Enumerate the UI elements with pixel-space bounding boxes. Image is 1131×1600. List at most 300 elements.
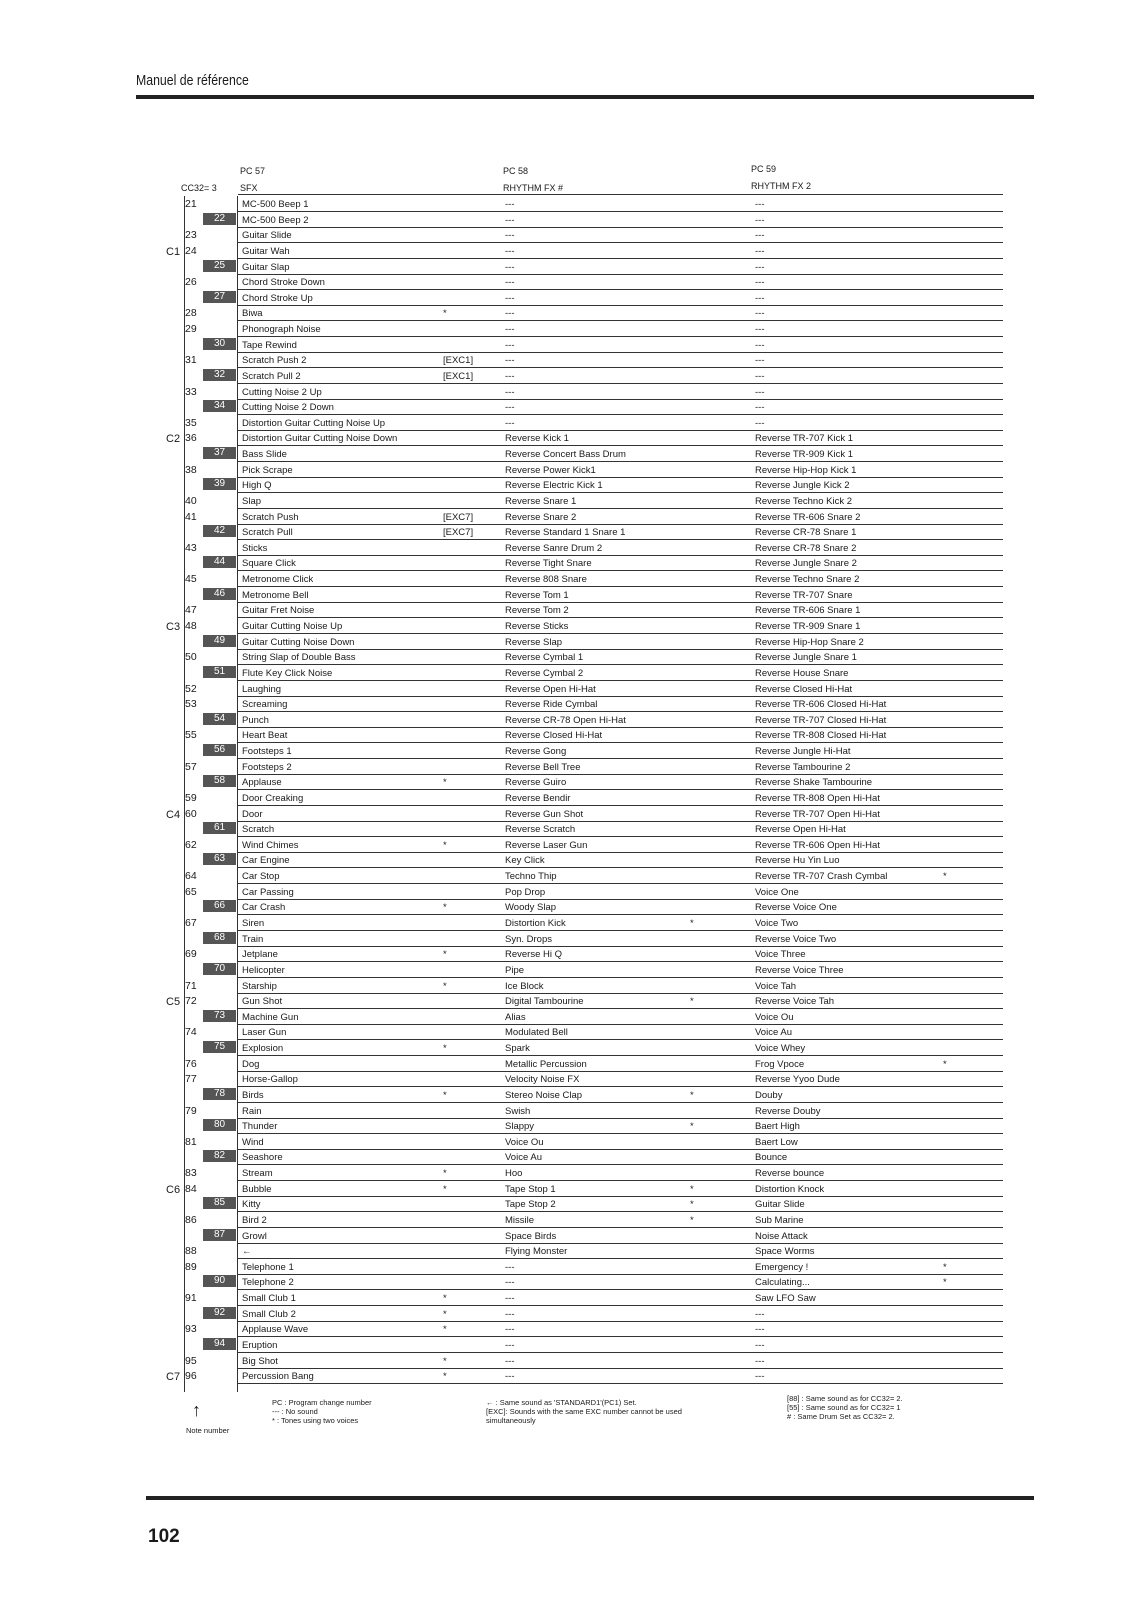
sfx-name: Tape Rewind xyxy=(242,339,297,351)
sfx-name: Siren xyxy=(242,917,265,929)
sfx-mark: * xyxy=(443,1183,447,1195)
rhythm-fx2-name: --- xyxy=(755,277,765,289)
white-key-number: 33 xyxy=(185,385,197,398)
sfx-mark: * xyxy=(443,1371,447,1383)
table-row xyxy=(185,196,1003,212)
white-key-number: 31 xyxy=(185,354,197,367)
white-key-number: 67 xyxy=(185,916,197,929)
sfx-name: Heart Beat xyxy=(242,730,288,742)
note-number: 56 xyxy=(213,744,226,756)
rhythm-fx-name: Techno Thip xyxy=(505,871,557,883)
table-row xyxy=(185,1103,1003,1119)
rhythm-fx2-name: Reverse Open Hi-Hat xyxy=(755,824,846,836)
table-row xyxy=(185,1228,1003,1244)
note-number: 37 xyxy=(213,447,226,459)
rhythm-fx-name: Reverse Standard 1 Snare 1 xyxy=(505,527,626,539)
rhythm-fx2-name: Saw LFO Saw xyxy=(755,1293,816,1305)
rhythm-fx-name: Pop Drop xyxy=(505,886,546,898)
note-number: 78 xyxy=(213,1087,226,1099)
white-key-number: 45 xyxy=(185,573,197,586)
rhythm-fx-name: Reverse Guiro xyxy=(505,777,567,789)
sfx-name: Telephone 1 xyxy=(242,1261,294,1273)
octave-label: C1 xyxy=(166,245,181,258)
sfx-name: Chord Stroke Down xyxy=(242,277,325,289)
sfx-name: Chord Stroke Up xyxy=(242,292,313,304)
rhythm-fx-name: Digital Tambourine xyxy=(505,996,584,1008)
black-key-number xyxy=(203,1010,236,1022)
sfx-name: Guitar Cutting Noise Up xyxy=(242,621,343,632)
rhythm-fx-name: Reverse Tight Snare xyxy=(505,558,592,570)
rhythm-fx2-name: Reverse Closed Hi-Hat xyxy=(755,683,853,695)
note-number: 90 xyxy=(213,1275,226,1287)
legend-55: [55] : Same sound as for CC32= 1 xyxy=(787,1403,901,1412)
sfx-name: Applause Wave xyxy=(242,1324,309,1336)
sfx-name: Scratch Pull xyxy=(242,527,293,539)
sfx-name: ← xyxy=(242,1246,252,1258)
rhythm-fx-name: Reverse Bell Tree xyxy=(505,761,581,773)
rhythm-fx-name: Reverse Kick 1 xyxy=(505,433,569,445)
sfx-name: Laughing xyxy=(242,683,282,695)
table-row xyxy=(185,1087,1003,1103)
rhythm-fx-name: --- xyxy=(505,1308,515,1320)
rhythm-fx2-name: Reverse TR-909 Snare 1 xyxy=(755,621,861,632)
note-number: 30 xyxy=(213,337,226,349)
sfx-name: Scratch Pull 2 xyxy=(242,370,301,382)
rhythm-fx2-name: Baert Low xyxy=(755,1136,798,1148)
table-row xyxy=(185,1290,1003,1306)
rhythm-fx-name: Reverse Hi Q xyxy=(505,949,563,961)
rhythm-fx2-name: --- xyxy=(755,417,765,429)
table-row xyxy=(185,321,1003,337)
rhythm-fx-name: Syn. Drops xyxy=(505,933,552,945)
pc59-name: RHYTHM FX 2 xyxy=(751,181,812,191)
sfx-name: Guitar Fret Noise xyxy=(242,605,315,617)
table-row xyxy=(185,727,1003,743)
white-key-number: 89 xyxy=(185,1260,197,1273)
rhythm-fx-name: --- xyxy=(505,402,515,414)
rhythm-fx2-name: Bounce xyxy=(755,1152,788,1164)
rhythm-fx-name: Reverse Gun Shot xyxy=(505,808,584,820)
note-number: 22 xyxy=(213,212,226,224)
note-number: 66 xyxy=(213,900,226,912)
sfx-name: Door xyxy=(242,808,263,820)
sfx-name: Small Club 1 xyxy=(242,1293,296,1305)
legend-no-sound: --- : No sound xyxy=(272,1407,318,1416)
rhythm-fx2-name: Reverse TR-909 Kick 1 xyxy=(755,449,854,461)
table-row xyxy=(185,509,1003,525)
white-key-number: 81 xyxy=(185,1135,197,1148)
rhythm-fx2-name: Reverse Hip-Hop Snare 2 xyxy=(755,636,864,648)
table-row xyxy=(185,1181,1003,1197)
white-key-number: 35 xyxy=(185,416,197,429)
table-row xyxy=(185,1056,1003,1072)
white-key-number: 26 xyxy=(185,276,197,289)
white-key-number: 62 xyxy=(185,838,197,851)
sfx-mark: * xyxy=(443,1089,447,1101)
table-row xyxy=(185,634,1003,650)
table-row xyxy=(185,712,1003,728)
rhythm-fx-name: Hoo xyxy=(505,1168,523,1180)
white-key-number: 38 xyxy=(185,463,197,476)
sfx-name: Bird 2 xyxy=(242,1214,267,1226)
page-header-title: Manuel de référence xyxy=(136,72,249,89)
rhythm-fx2-name: Reverse Hu Yin Luo xyxy=(755,855,840,867)
table-row xyxy=(185,243,1003,259)
note-number: 39 xyxy=(213,478,226,490)
sfx-name: Percussion Bang xyxy=(242,1371,314,1383)
sfx-name: Car Passing xyxy=(242,886,294,898)
sfx-mark: * xyxy=(443,839,447,851)
sfx-name: Thunder xyxy=(242,1121,278,1133)
rhythm-fx-name: Spark xyxy=(505,1043,530,1055)
rhythm-fx2-name: Reverse Techno Snare 2 xyxy=(755,574,860,586)
legend-pc: PC : Program change number xyxy=(272,1398,372,1407)
white-key-number: 50 xyxy=(185,651,197,664)
rhythm-fx2-name: Reverse CR-78 Snare 1 xyxy=(755,527,857,539)
sfx-mark: * xyxy=(443,1043,447,1055)
black-key-number xyxy=(203,822,236,834)
rhythm-fx-mark: * xyxy=(690,1089,694,1101)
sfx-name: Car Crash xyxy=(242,902,286,914)
white-key-number: 60 xyxy=(185,807,197,820)
rhythm-fx-name: --- xyxy=(505,355,515,367)
note-number: 27 xyxy=(213,290,226,302)
sfx-name: Explosion xyxy=(242,1043,284,1055)
white-key-number: 91 xyxy=(185,1292,197,1305)
table-row xyxy=(185,852,1003,868)
note-number: 46 xyxy=(213,587,226,599)
black-key-number xyxy=(203,556,236,568)
black-key-number xyxy=(203,1307,236,1319)
note-number: 92 xyxy=(213,1306,226,1318)
table-row xyxy=(185,884,1003,900)
table-row xyxy=(185,540,1003,556)
sfx-mark: * xyxy=(443,949,447,961)
table-row xyxy=(185,337,1003,353)
white-key-number: 72 xyxy=(185,995,197,1008)
table-row xyxy=(185,493,1003,509)
rhythm-fx-name: Reverse Open Hi-Hat xyxy=(505,683,596,695)
table-row xyxy=(185,368,1003,384)
rhythm-fx2-name: --- xyxy=(755,1308,765,1320)
rhythm-fx2-name: Reverse Hip-Hop Kick 1 xyxy=(755,464,857,476)
white-key-number: 93 xyxy=(185,1323,197,1336)
sfx-name: Scratch Push 2 xyxy=(242,355,307,367)
table-row xyxy=(185,931,1003,947)
table-row xyxy=(185,1165,1003,1181)
rhythm-fx-name: Woody Slap xyxy=(505,902,557,914)
white-key-number: 48 xyxy=(185,620,197,632)
sfx-mark: * xyxy=(443,980,447,992)
rhythm-fx-name: Reverse Cymbal 1 xyxy=(505,652,584,664)
rhythm-fx2-name: Reverse Voice Tah xyxy=(755,996,835,1008)
rhythm-fx-name: --- xyxy=(505,1355,515,1367)
row-rule xyxy=(238,1383,1003,1384)
sfx-name: Seashore xyxy=(242,1152,283,1164)
rhythm-fx-name: Metallic Percussion xyxy=(505,1058,587,1070)
rhythm-fx-mark: * xyxy=(690,1199,694,1211)
rhythm-fx2-name: Reverse Voice One xyxy=(755,902,837,914)
footer-rule xyxy=(146,1496,1034,1500)
rhythm-fx2-name: Reverse TR-606 Snare 1 xyxy=(755,605,861,617)
white-key-number: 74 xyxy=(185,1026,197,1039)
table-row xyxy=(185,352,1003,368)
pc58-name: RHYTHM FX # xyxy=(503,183,564,193)
white-key-number: 86 xyxy=(185,1213,197,1226)
white-key-number: 59 xyxy=(185,791,197,804)
table-row xyxy=(185,587,1003,603)
table-row xyxy=(185,1009,1003,1025)
sfx-name: Wind Chimes xyxy=(242,839,299,851)
legend-col2 xyxy=(486,1398,682,1425)
rhythm-fx2-name: --- xyxy=(755,1339,765,1351)
rhythm-fx-name: Reverse Gong xyxy=(505,746,567,758)
white-key-number: 88 xyxy=(185,1245,197,1258)
rhythm-fx2-name: Reverse Shake Tambourine xyxy=(755,777,873,789)
rhythm-fx2-name: --- xyxy=(755,1324,765,1336)
sfx-name: MC-500 Beep 2 xyxy=(242,214,309,226)
sfx-name: Applause xyxy=(242,777,282,789)
rhythm-fx-name: --- xyxy=(505,308,515,320)
note-number: 25 xyxy=(213,259,226,271)
sfx-name: Cutting Noise 2 Down xyxy=(242,402,334,414)
black-key-number xyxy=(203,963,236,975)
sfx-name: Door Creaking xyxy=(242,792,304,804)
sfx-mark: * xyxy=(443,1324,447,1336)
sfx-name: Eruption xyxy=(242,1339,278,1351)
sfx-name: Guitar Slap xyxy=(242,261,290,273)
legend-88: [88] : Same sound as for CC32= 2. xyxy=(787,1394,903,1403)
rhythm-fx-name: Distortion Kick xyxy=(505,917,566,929)
rhythm-fx-name: Swish xyxy=(505,1105,531,1117)
white-key-number: 64 xyxy=(185,870,197,883)
rhythm-fx-mark: * xyxy=(690,1183,694,1195)
table-row xyxy=(185,602,1003,618)
sfx-mark: * xyxy=(443,1293,447,1305)
rhythm-fx-name: Voice Ou xyxy=(505,1136,544,1148)
black-key-number xyxy=(203,1275,236,1287)
pc57-name: SFX xyxy=(240,183,258,193)
rhythm-fx-mark: * xyxy=(690,917,694,929)
rhythm-fx2-name: Voice Ou xyxy=(755,1011,794,1023)
table-row xyxy=(185,1040,1003,1056)
rhythm-fx2-mark: * xyxy=(943,1261,947,1273)
rhythm-fx2-name: Reverse TR-606 Open Hi-Hat xyxy=(755,839,880,851)
rhythm-fx2-name: Distortion Knock xyxy=(755,1183,825,1195)
rhythm-fx-name: --- xyxy=(505,230,515,242)
black-key-number xyxy=(203,666,236,678)
rhythm-fx2-name: Reverse House Snare xyxy=(755,667,849,679)
rhythm-fx2-name: --- xyxy=(755,261,765,273)
rhythm-fx-name: Velocity Noise FX xyxy=(505,1074,580,1086)
table-row xyxy=(185,462,1003,478)
rhythm-fx-name: Reverse Concert Bass Drum xyxy=(505,449,626,461)
note-number: 34 xyxy=(213,400,226,412)
table-row xyxy=(185,430,1003,446)
black-key-number xyxy=(203,635,236,647)
note-number: 73 xyxy=(213,1009,226,1021)
black-key-number xyxy=(203,213,236,225)
note-number: 51 xyxy=(213,665,226,677)
rhythm-fx-name: --- xyxy=(505,261,515,273)
sfx-name: Stream xyxy=(242,1168,273,1180)
table-row xyxy=(185,743,1003,759)
white-key-number: 84 xyxy=(185,1182,197,1195)
sfx-name: Wind xyxy=(242,1136,264,1148)
rhythm-fx2-name: Reverse TR-707 Kick 1 xyxy=(755,433,854,445)
rhythm-fx-name: --- xyxy=(505,1371,515,1383)
table-row xyxy=(185,477,1003,493)
sfx-name: Metronome Bell xyxy=(242,589,309,601)
note-number: 44 xyxy=(213,556,226,568)
black-key-number xyxy=(203,400,236,412)
sfx-name: Jetplane xyxy=(242,949,278,961)
table-row xyxy=(185,915,1003,931)
table-row xyxy=(185,665,1003,681)
octave-label: C6 xyxy=(166,1183,181,1196)
rhythm-fx2-name: Reverse Tambourine 2 xyxy=(755,761,851,773)
white-key-number: 36 xyxy=(185,432,197,445)
rhythm-fx-name: Reverse Cymbal 2 xyxy=(505,667,584,679)
sfx-name: Scratch xyxy=(242,824,275,836)
rhythm-fx-name: Reverse Sanre Drum 2 xyxy=(505,542,603,554)
octave-label: C7 xyxy=(166,1371,181,1384)
rhythm-fx-name: --- xyxy=(505,277,515,289)
note-number: 82 xyxy=(213,1150,226,1162)
rhythm-fx-name: Space Birds xyxy=(505,1230,557,1242)
table-row xyxy=(185,993,1003,1009)
rhythm-fx-name: Slappy xyxy=(505,1121,535,1133)
note-number: 32 xyxy=(213,368,226,380)
rhythm-fx-name: --- xyxy=(505,417,515,429)
rhythm-fx2-name: Voice One xyxy=(755,886,799,898)
rhythm-fx-name: Reverse Slap xyxy=(505,636,563,648)
sfx-mark: * xyxy=(443,308,447,320)
note-number: 94 xyxy=(213,1337,226,1349)
table-row xyxy=(185,1274,1003,1290)
white-key-number: 55 xyxy=(185,729,197,742)
octave-label: C4 xyxy=(166,808,181,821)
rhythm-fx2-name: Reverse Jungle Hi-Hat xyxy=(755,746,851,758)
black-key-number xyxy=(203,853,236,865)
table-row xyxy=(185,1321,1003,1337)
table-row xyxy=(185,1368,1003,1384)
rhythm-fx-name: Reverse Closed Hi-Hat xyxy=(505,730,603,742)
rhythm-fx2-name: --- xyxy=(755,386,765,398)
rhythm-fx2-name: Emergency ! xyxy=(755,1261,809,1273)
table-row xyxy=(185,1337,1003,1353)
rhythm-fx2-name: Reverse TR-707 Closed Hi-Hat xyxy=(755,714,887,726)
rhythm-fx2-name: --- xyxy=(755,402,765,414)
table-row xyxy=(185,1118,1003,1134)
sfx-name: Kitty xyxy=(242,1199,261,1211)
table-row xyxy=(185,759,1003,775)
legend-col1 xyxy=(272,1398,372,1425)
sfx-name: Footsteps 2 xyxy=(242,761,292,773)
pc57-label: PC 57 xyxy=(240,166,266,176)
white-key-number: 41 xyxy=(185,510,197,523)
rhythm-fx-name: Reverse Sticks xyxy=(505,621,569,632)
page-number: 102 xyxy=(148,1526,180,1547)
legend-two-voices: * : Tones using two voices xyxy=(272,1416,359,1425)
rhythm-fx2-name: Frog Vpoce xyxy=(755,1058,805,1070)
table-row xyxy=(185,681,1003,697)
rhythm-fx2-name: Voice Au xyxy=(755,1027,792,1039)
black-key-number xyxy=(203,447,236,459)
table-row xyxy=(185,1212,1003,1228)
rhythm-fx-name: Reverse CR-78 Open Hi-Hat xyxy=(505,714,626,726)
rhythm-fx2-name: Reverse TR-707 Snare xyxy=(755,589,853,601)
sfx-name: Machine Gun xyxy=(242,1011,299,1023)
sfx-name: Guitar Cutting Noise Down xyxy=(242,636,355,648)
rhythm-fx2-name: Reverse Techno Kick 2 xyxy=(755,495,852,507)
white-key-number: 79 xyxy=(185,1104,197,1117)
table-row xyxy=(185,806,1003,822)
white-key-number: 21 xyxy=(185,198,197,210)
rhythm-fx-name: Tape Stop 1 xyxy=(505,1183,556,1195)
rhythm-fx-name: Modulated Bell xyxy=(505,1027,568,1039)
note-number-label: Note number xyxy=(186,1426,230,1435)
sfx-name: Footsteps 1 xyxy=(242,746,292,758)
sfx-name: Pick Scrape xyxy=(242,464,293,476)
rhythm-fx2-name: Reverse Voice Two xyxy=(755,933,837,945)
sfx-name: Helicopter xyxy=(242,964,285,976)
white-key-number: 71 xyxy=(185,979,197,992)
legend-exc: [EXC]: Sounds with the same EXC number cannot be used xyxy=(486,1407,682,1416)
sfx-mark: [EXC7] xyxy=(443,527,474,539)
rhythm-fx2-name: Reverse Jungle Snare 1 xyxy=(755,652,857,664)
legend-col3 xyxy=(787,1394,903,1421)
sfx-mark: [EXC1] xyxy=(443,370,474,382)
rhythm-fx-name: --- xyxy=(505,245,515,257)
black-key-number xyxy=(203,260,236,272)
table-row xyxy=(185,649,1003,665)
black-key-number xyxy=(203,775,236,787)
rhythm-fx-name: Reverse Laser Gun xyxy=(505,839,588,851)
rhythm-fx2-name: Baert High xyxy=(755,1121,800,1133)
note-number: 75 xyxy=(213,1041,226,1053)
rhythm-fx-name: --- xyxy=(505,1277,515,1289)
table-row xyxy=(185,1149,1003,1165)
rhythm-fx2-name: --- xyxy=(755,199,765,210)
rhythm-fx2-name: Reverse Yyoo Dude xyxy=(755,1074,840,1086)
rhythm-fx2-name: Reverse Jungle Kick 2 xyxy=(755,480,850,492)
black-key-number xyxy=(203,291,236,303)
white-key-number: 47 xyxy=(185,604,197,617)
rhythm-fx2-name: Douby xyxy=(755,1089,783,1101)
white-key-number: 43 xyxy=(185,541,197,554)
white-key-number: 29 xyxy=(185,323,197,336)
rhythm-fx-name: --- xyxy=(505,1324,515,1336)
rhythm-fx-name: Key Click xyxy=(505,855,545,867)
rhythm-fx-name: --- xyxy=(505,324,515,336)
rhythm-fx-name: --- xyxy=(505,1339,515,1351)
rhythm-fx2-name: --- xyxy=(755,1371,765,1383)
table-row xyxy=(185,774,1003,790)
sfx-name: Rain xyxy=(242,1105,262,1117)
black-key-number xyxy=(203,525,236,537)
sfx-name: Horse-Gallop xyxy=(242,1074,298,1086)
legend-same-sound: ← : Same sound as 'STANDARD1'(PC1) Set. xyxy=(486,1398,637,1407)
black-key-number xyxy=(203,900,236,912)
header-underline xyxy=(238,194,1003,195)
rhythm-fx-name: --- xyxy=(505,339,515,351)
black-key-number xyxy=(203,744,236,756)
note-number: 87 xyxy=(213,1228,226,1240)
sfx-name: String Slap of Double Bass xyxy=(242,652,356,664)
rhythm-fx2-name: Reverse CR-78 Snare 2 xyxy=(755,542,857,554)
legend-exc-cont: simultaneously xyxy=(486,1416,536,1425)
